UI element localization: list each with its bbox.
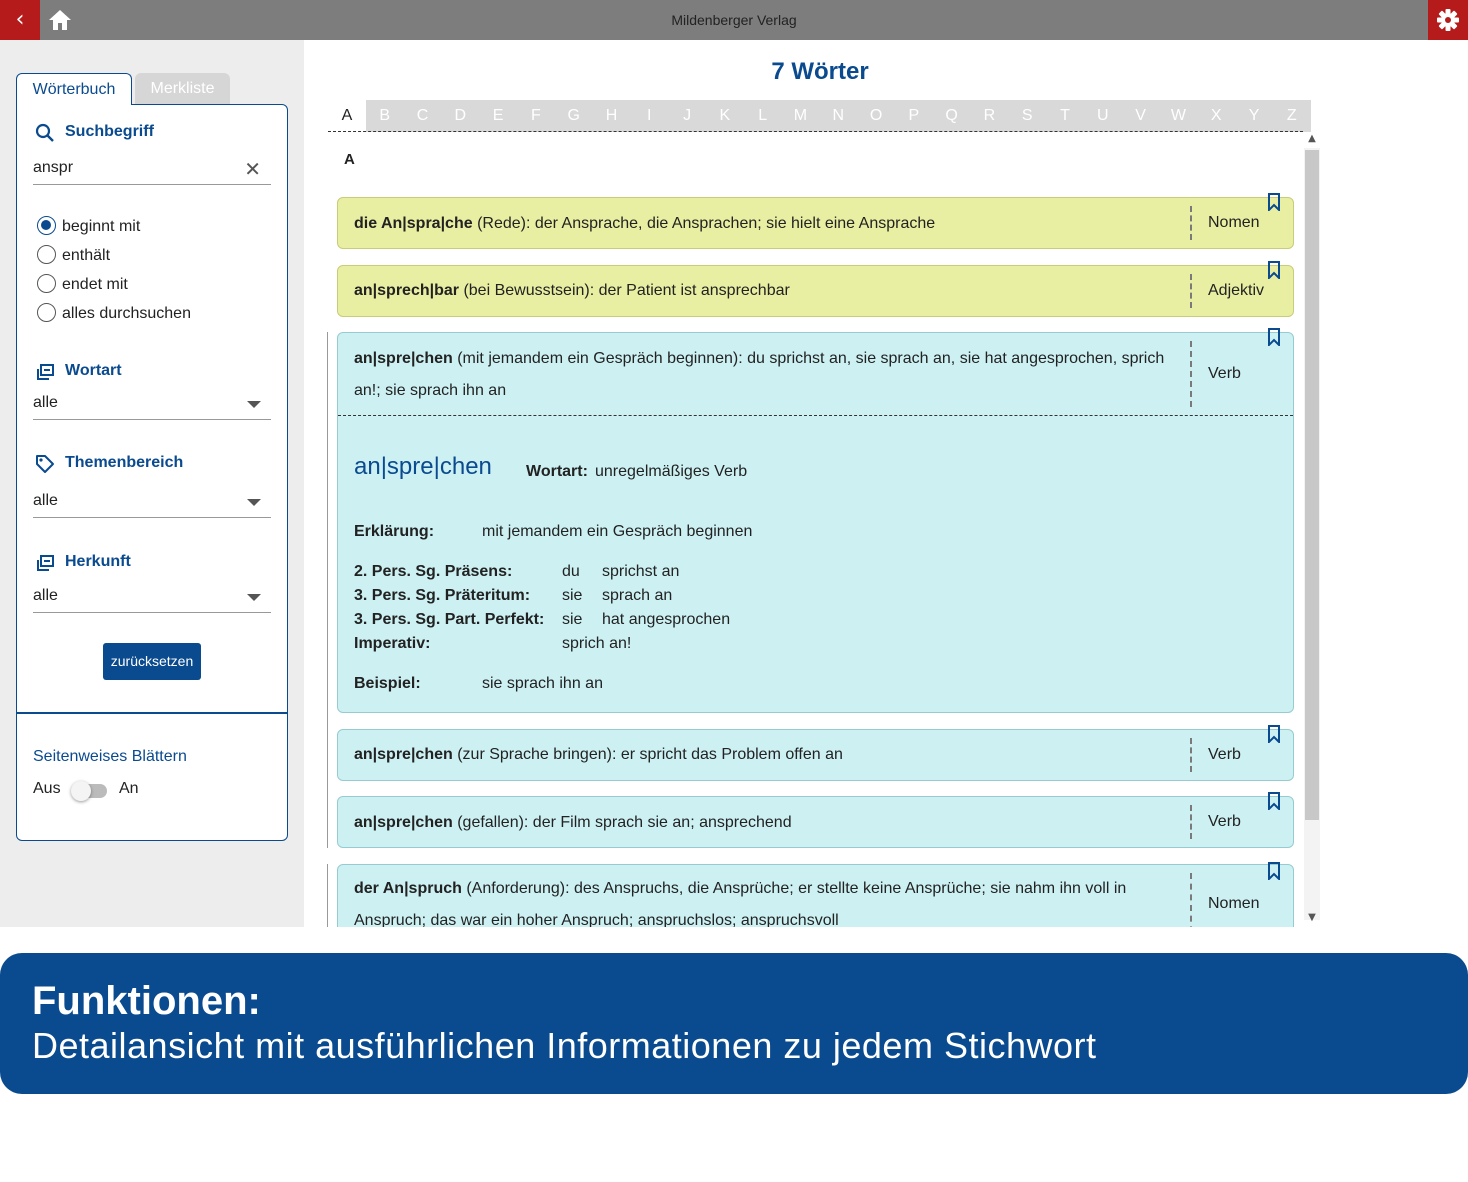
entry-word-class: Nomen [1208,214,1260,231]
radio-alles-durchsuchen[interactable]: alles durchsuchen [37,303,191,325]
entry-separator [1190,341,1192,407]
form-label: 3. Pers. Sg. Part. Perfekt: [354,611,545,628]
search-input[interactable] [33,155,271,185]
letter-tab-x[interactable]: X [1197,100,1235,132]
search-label: Suchbegriff [65,123,154,140]
bookmark-icon[interactable] [1267,328,1281,346]
form-value: hat angesprochen [602,611,731,628]
entry-text: an|spre|chen (zur Sprache bringen): er spricht das Problem offen an [354,746,843,763]
letter-tab-y[interactable]: Y [1235,100,1273,132]
entry-card[interactable] [337,197,1294,249]
wortart-label: Wortart [65,362,122,379]
section-letter: A [344,151,355,168]
wortart-detail-label: Wortart: [526,463,588,480]
chevron-down-icon [247,594,261,601]
entry-card[interactable] [337,796,1294,848]
gear-icon [1428,0,1468,40]
letter-tab-k[interactable]: K [706,100,744,132]
app-title: Mildenberger Verlag [671,12,797,28]
entry-separator [1190,206,1192,240]
layers-icon [35,363,55,383]
letter-tab-f[interactable]: F [517,100,555,132]
entry-word-class: Adjektiv [1208,282,1265,299]
wortart-select[interactable]: alle [33,390,271,420]
detail-divider [338,415,1293,416]
paging-label: Seitenweises Blättern [33,748,187,765]
radio-unchecked-icon [37,245,56,264]
entry-card[interactable] [337,265,1294,317]
settings-button[interactable] [1428,0,1468,40]
beispiel-label: Beispiel: [354,675,421,692]
alphabet-bar [328,100,1311,132]
tab-woerterbuch[interactable]: Wörterbuch [16,73,132,105]
letter-tab-d[interactable]: D [441,100,479,132]
entry-headword: an|spre|chen [354,746,453,763]
form-label: Imperativ: [354,635,431,652]
entry-separator [1190,274,1192,308]
beispiel-value: sie sprach ihn an [482,675,603,692]
group-line [327,332,328,848]
letter-tab-n[interactable]: N [819,100,857,132]
letter-tab-g[interactable]: G [555,100,593,132]
form-value: sprichst an [602,563,680,580]
chevron-down-icon[interactable]: ▼ [1308,912,1316,923]
bookmark-icon[interactable] [1267,862,1281,880]
chevron-up-icon[interactable]: ▲ [1308,133,1316,144]
form-label: 2. Pers. Sg. Präsens: [354,563,513,580]
entry-text: an|sprech|bar (bei Bewusstsein): der Patient ist ansprechbar [354,282,790,299]
letter-tab-j[interactable]: J [668,100,706,132]
tab-merkliste[interactable]: Merkliste [135,73,230,105]
radio-unchecked-icon [37,303,56,322]
search-panel [16,104,288,841]
letter-tab-a[interactable]: A [328,100,366,132]
radio-unchecked-icon [37,274,56,293]
reset-button[interactable]: zurücksetzen [103,643,201,680]
word-count-title: 7 Wörter [771,58,869,85]
paging-toggle[interactable] [75,784,107,798]
alphabet-underline [328,131,1303,132]
letter-tab-z[interactable]: Z [1273,100,1311,132]
entry-headword: der An|spruch [354,880,462,897]
entry-separator [1190,873,1192,927]
entry-word-class: Nomen [1208,895,1260,912]
letter-tab-s[interactable]: S [1008,100,1046,132]
entry-card-expanded[interactable] [337,332,1294,713]
entry-text-continued: Anspruch; das war ein hoher Anspruch; anspruchslos; anspruchsvoll [354,912,839,927]
letter-tab-b[interactable]: B [366,100,404,132]
letter-tab-q[interactable]: Q [933,100,971,132]
panel-divider [17,712,287,714]
toggle-off-label: Aus [33,780,61,797]
letter-tab-h[interactable]: H [593,100,631,132]
letter-tab-r[interactable]: R [971,100,1009,132]
entry-headword: die An|spra|che [354,215,473,232]
letter-tab-v[interactable]: V [1122,100,1160,132]
entry-card[interactable] [337,729,1294,781]
search-icon [35,123,55,143]
entry-separator [1190,738,1192,772]
form-pronoun: sie [562,587,583,604]
themenbereich-select[interactable]: alle [33,488,271,518]
form-label: 3. Pers. Sg. Präteritum: [354,587,531,604]
tag-icon [35,454,55,474]
radio-beginnt-mit[interactable]: beginnt mit [37,216,140,238]
entry-word-class: Verb [1208,365,1241,382]
entry-text: an|spre|chen (gefallen): der Film sprach sie an; ansprechend [354,814,792,831]
detail-headword: an|spre|chen [354,453,492,480]
entry-text: an|spre|chen (mit jemandem ein Gespräch beginnen): du sprichst an, sie sprach an, sie hat angesprochen, sprich [354,350,1165,367]
letter-tab-m[interactable]: M [782,100,820,132]
radio-checked-icon [37,216,56,235]
form-pronoun: du [562,563,580,580]
letter-tab-e[interactable]: E [479,100,517,132]
banner-subtitle: Detailansicht mit ausführlichen Informationen zu jedem Stichwort [32,1025,1097,1066]
radio-endet-mit[interactable]: endet mit [37,274,128,296]
erklaerung-value: mit jemandem ein Gespräch beginnen [482,523,753,540]
letter-tab-i[interactable]: I [630,100,668,132]
entry-headword: an|spre|chen [354,350,453,367]
themenbereich-label: Themenbereich [65,454,184,471]
letter-tab-p[interactable]: P [895,100,933,132]
entry-headword: an|sprech|bar [354,282,459,299]
bookmark-icon[interactable] [1267,193,1281,211]
close-icon[interactable]: ✕ [244,159,261,181]
bookmark-icon[interactable] [1267,725,1281,743]
herkunft-label: Herkunft [65,553,131,570]
letter-tab-u[interactable]: U [1084,100,1122,132]
entry-headword: an|spre|chen [354,814,453,831]
letter-tab-c[interactable]: C [404,100,442,132]
form-pronoun: sie [562,611,583,628]
top-bar [0,0,1468,40]
letter-tab-o[interactable]: O [857,100,895,132]
toggle-knob [71,781,91,801]
entry-text: die An|spra|che (Rede): der Ansprache, die Ansprachen; sie hielt eine Ansprache [354,215,936,232]
chevron-left-icon[interactable]: ‹ [0,0,40,40]
bookmark-icon[interactable] [1267,261,1281,279]
entry-word-class: Verb [1208,746,1241,763]
radio-enthaelt[interactable]: enthält [37,245,110,267]
layers-icon [35,554,55,574]
entry-separator [1190,805,1192,839]
scrollbar-thumb[interactable] [1305,150,1319,820]
form-value: sprach an [602,587,673,604]
wortart-detail-value: unregelmäßiges Verb [595,463,748,480]
entry-word-class: Verb [1208,813,1241,830]
form-value: sprich an! [562,635,632,652]
letter-tab-t[interactable]: T [1046,100,1084,132]
toggle-on-label: An [119,780,139,797]
group-line [327,864,328,927]
entry-card[interactable] [337,864,1294,927]
herkunft-select[interactable]: alle [33,583,271,613]
entry-text-continued: an!; sie sprach ihn an [354,382,507,399]
bookmark-icon[interactable] [1267,792,1281,810]
letter-tab-w[interactable]: W [1160,100,1198,132]
clip-area [330,855,1305,927]
search-value: anspr [33,159,74,176]
feature-banner [0,953,1468,1094]
chevron-down-icon [247,401,261,408]
erklaerung-label: Erklärung: [354,523,435,540]
entry-text: der An|spruch (Anforderung): des Anspruchs, die Ansprüche; er stellte keine Ansprüche; sie nahm ihn voll in [354,880,1127,897]
chevron-down-icon [247,499,261,506]
banner-heading: Funktionen: [32,979,261,1023]
letter-tab-l[interactable]: L [744,100,782,132]
